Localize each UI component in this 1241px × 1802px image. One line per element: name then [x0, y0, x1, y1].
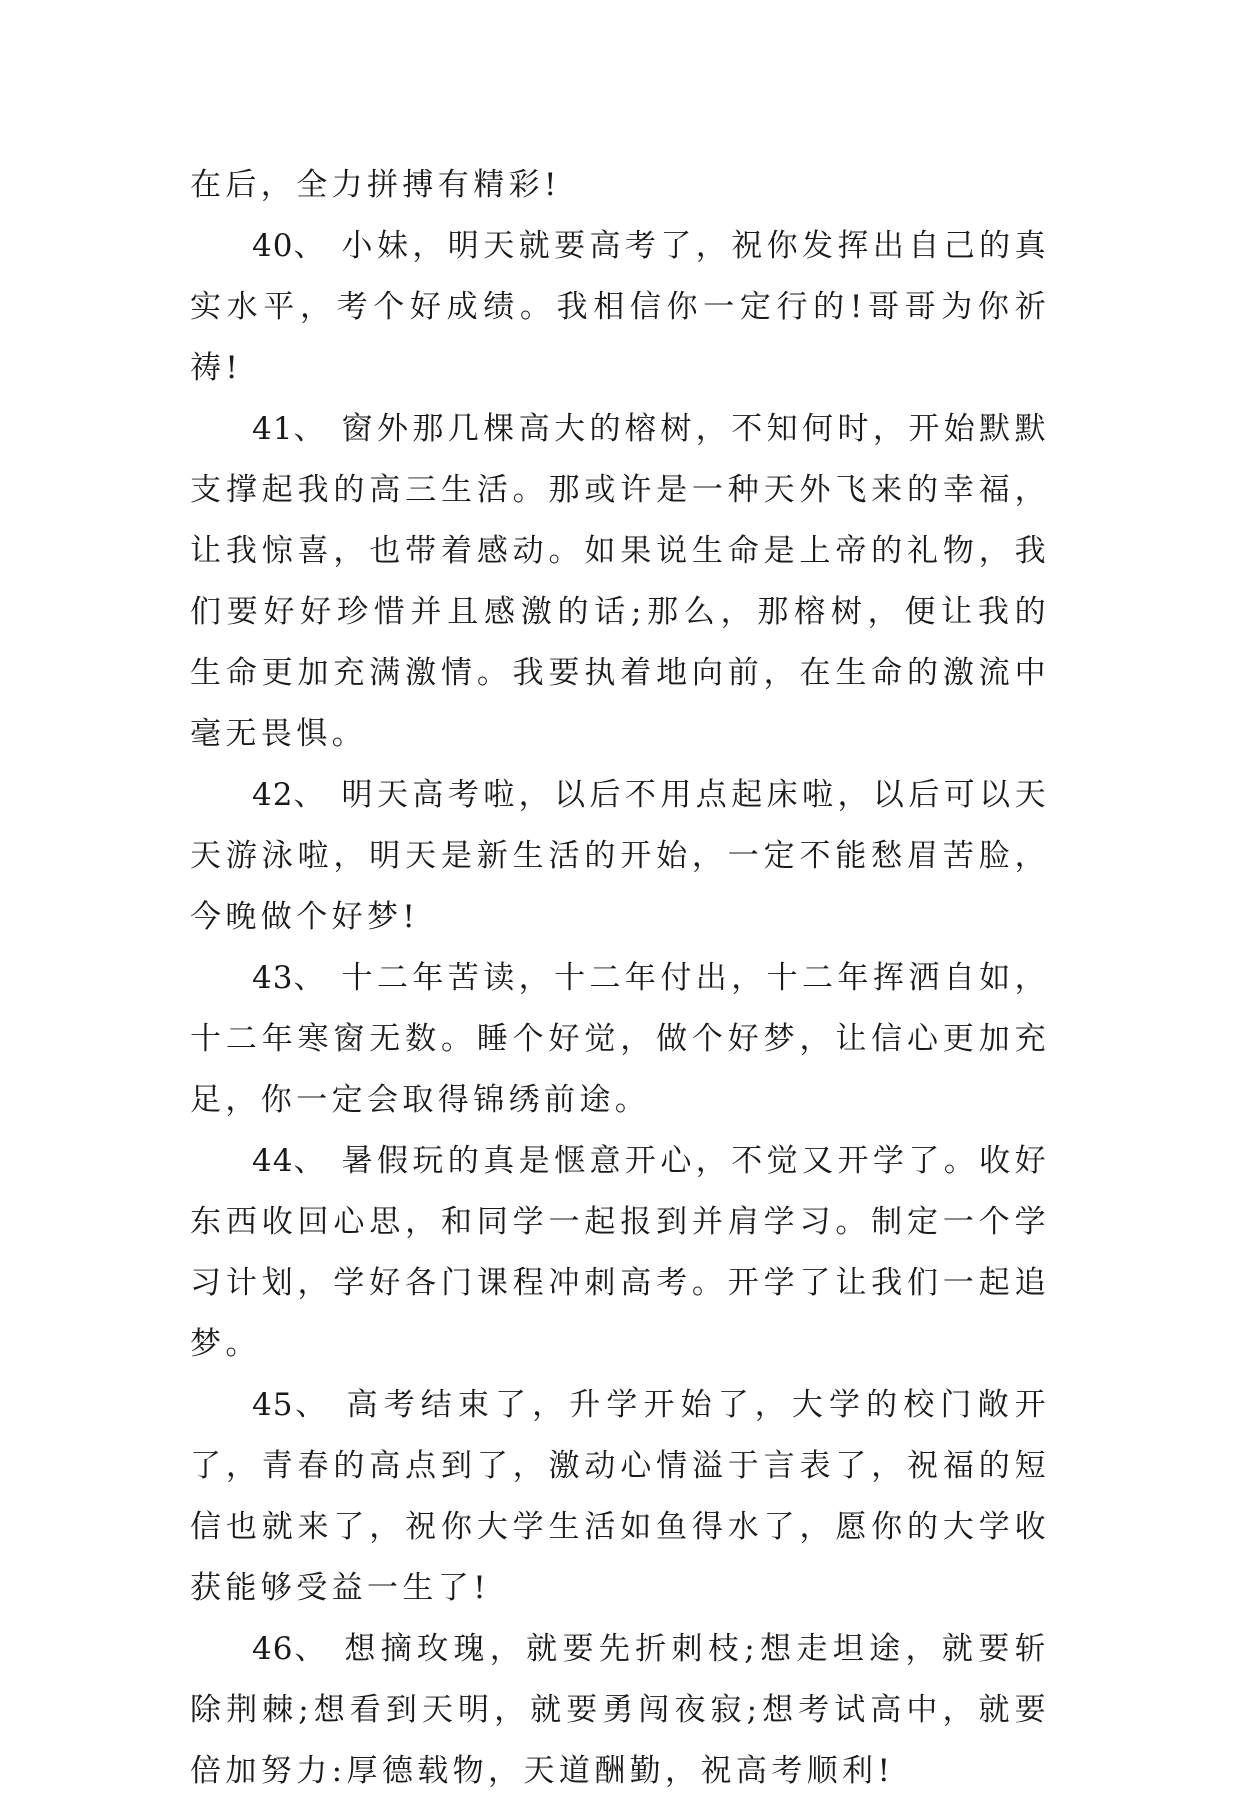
list-item: [190, 399, 1050, 765]
item-text: 明天高考啦，以后不用点起床啦，以后可以天天游泳啦，明天是新生活的开始，一定不能愁眉苦脸，今晚做个好梦!: [190, 777, 1050, 935]
list-item: [190, 765, 1050, 948]
item-number: 44、: [252, 1143, 326, 1179]
item-number: 45、: [252, 1387, 329, 1423]
list-item: [190, 948, 1050, 1131]
list-item: [190, 1375, 1050, 1619]
item-text: 高考结束了，升学开始了，大学的校门敞开了，青春的高点到了，激动心情溢于言表了，祝福的短信也就来了，祝你大学生活如鱼得水了，愿你的大学收获能够受益一生了!: [190, 1387, 1050, 1606]
item-number: 42、: [252, 777, 326, 813]
item-text: 暑假玩的真是惬意开心，不觉又开学了。收好东西收回心思，和同学一起报到并肩学习。制定一个学习计划，学好各门课程冲刺高考。开学了让我们一起追梦。: [190, 1143, 1050, 1362]
item-number: 46、: [252, 1631, 328, 1667]
item-number: 41、: [252, 411, 326, 447]
paragraph-text: 在后，全力拼搏有精彩!: [190, 167, 561, 203]
item-text: 十二年苦读，十二年付出，十二年挥洒自如，十二年寒窗无数。睡个好觉，做个好梦，让信心更加充足，你一定会取得锦绣前途。: [190, 960, 1050, 1118]
list-item: [190, 1131, 1050, 1375]
list-item: [190, 216, 1050, 399]
item-text: 小妹，明天就要高考了，祝你发挥出自己的真实水平，考个好成绩。我相信你一定行的!哥哥为你祈祷!: [190, 228, 1050, 386]
item-number: 40、: [252, 228, 326, 264]
item-number: 43、: [252, 960, 326, 996]
item-text: 窗外那几棵高大的榕树，不知何时，开始默默支撑起我的高三生活。那或许是一种天外飞来的幸福，让我惊喜，也带着感动。如果说生命是上帝的礼物，我们要好好珍惜并且感激的话;那么，那榕树，便让我的生命更加充满激情。我要执着地向前，在生命的激流中毫无畏惧。: [190, 411, 1050, 752]
document-body: [190, 155, 1050, 1802]
continuation-paragraph: [190, 155, 1050, 216]
list-item: [190, 1619, 1050, 1802]
item-text: 想摘玫瑰，就要先折刺枝;想走坦途，就要斩除荆棘;想看到天明，就要勇闯夜寂;想考试高中，就要倍加努力:厚德载物，天道酬勤，祝高考顺利!: [190, 1631, 1050, 1789]
